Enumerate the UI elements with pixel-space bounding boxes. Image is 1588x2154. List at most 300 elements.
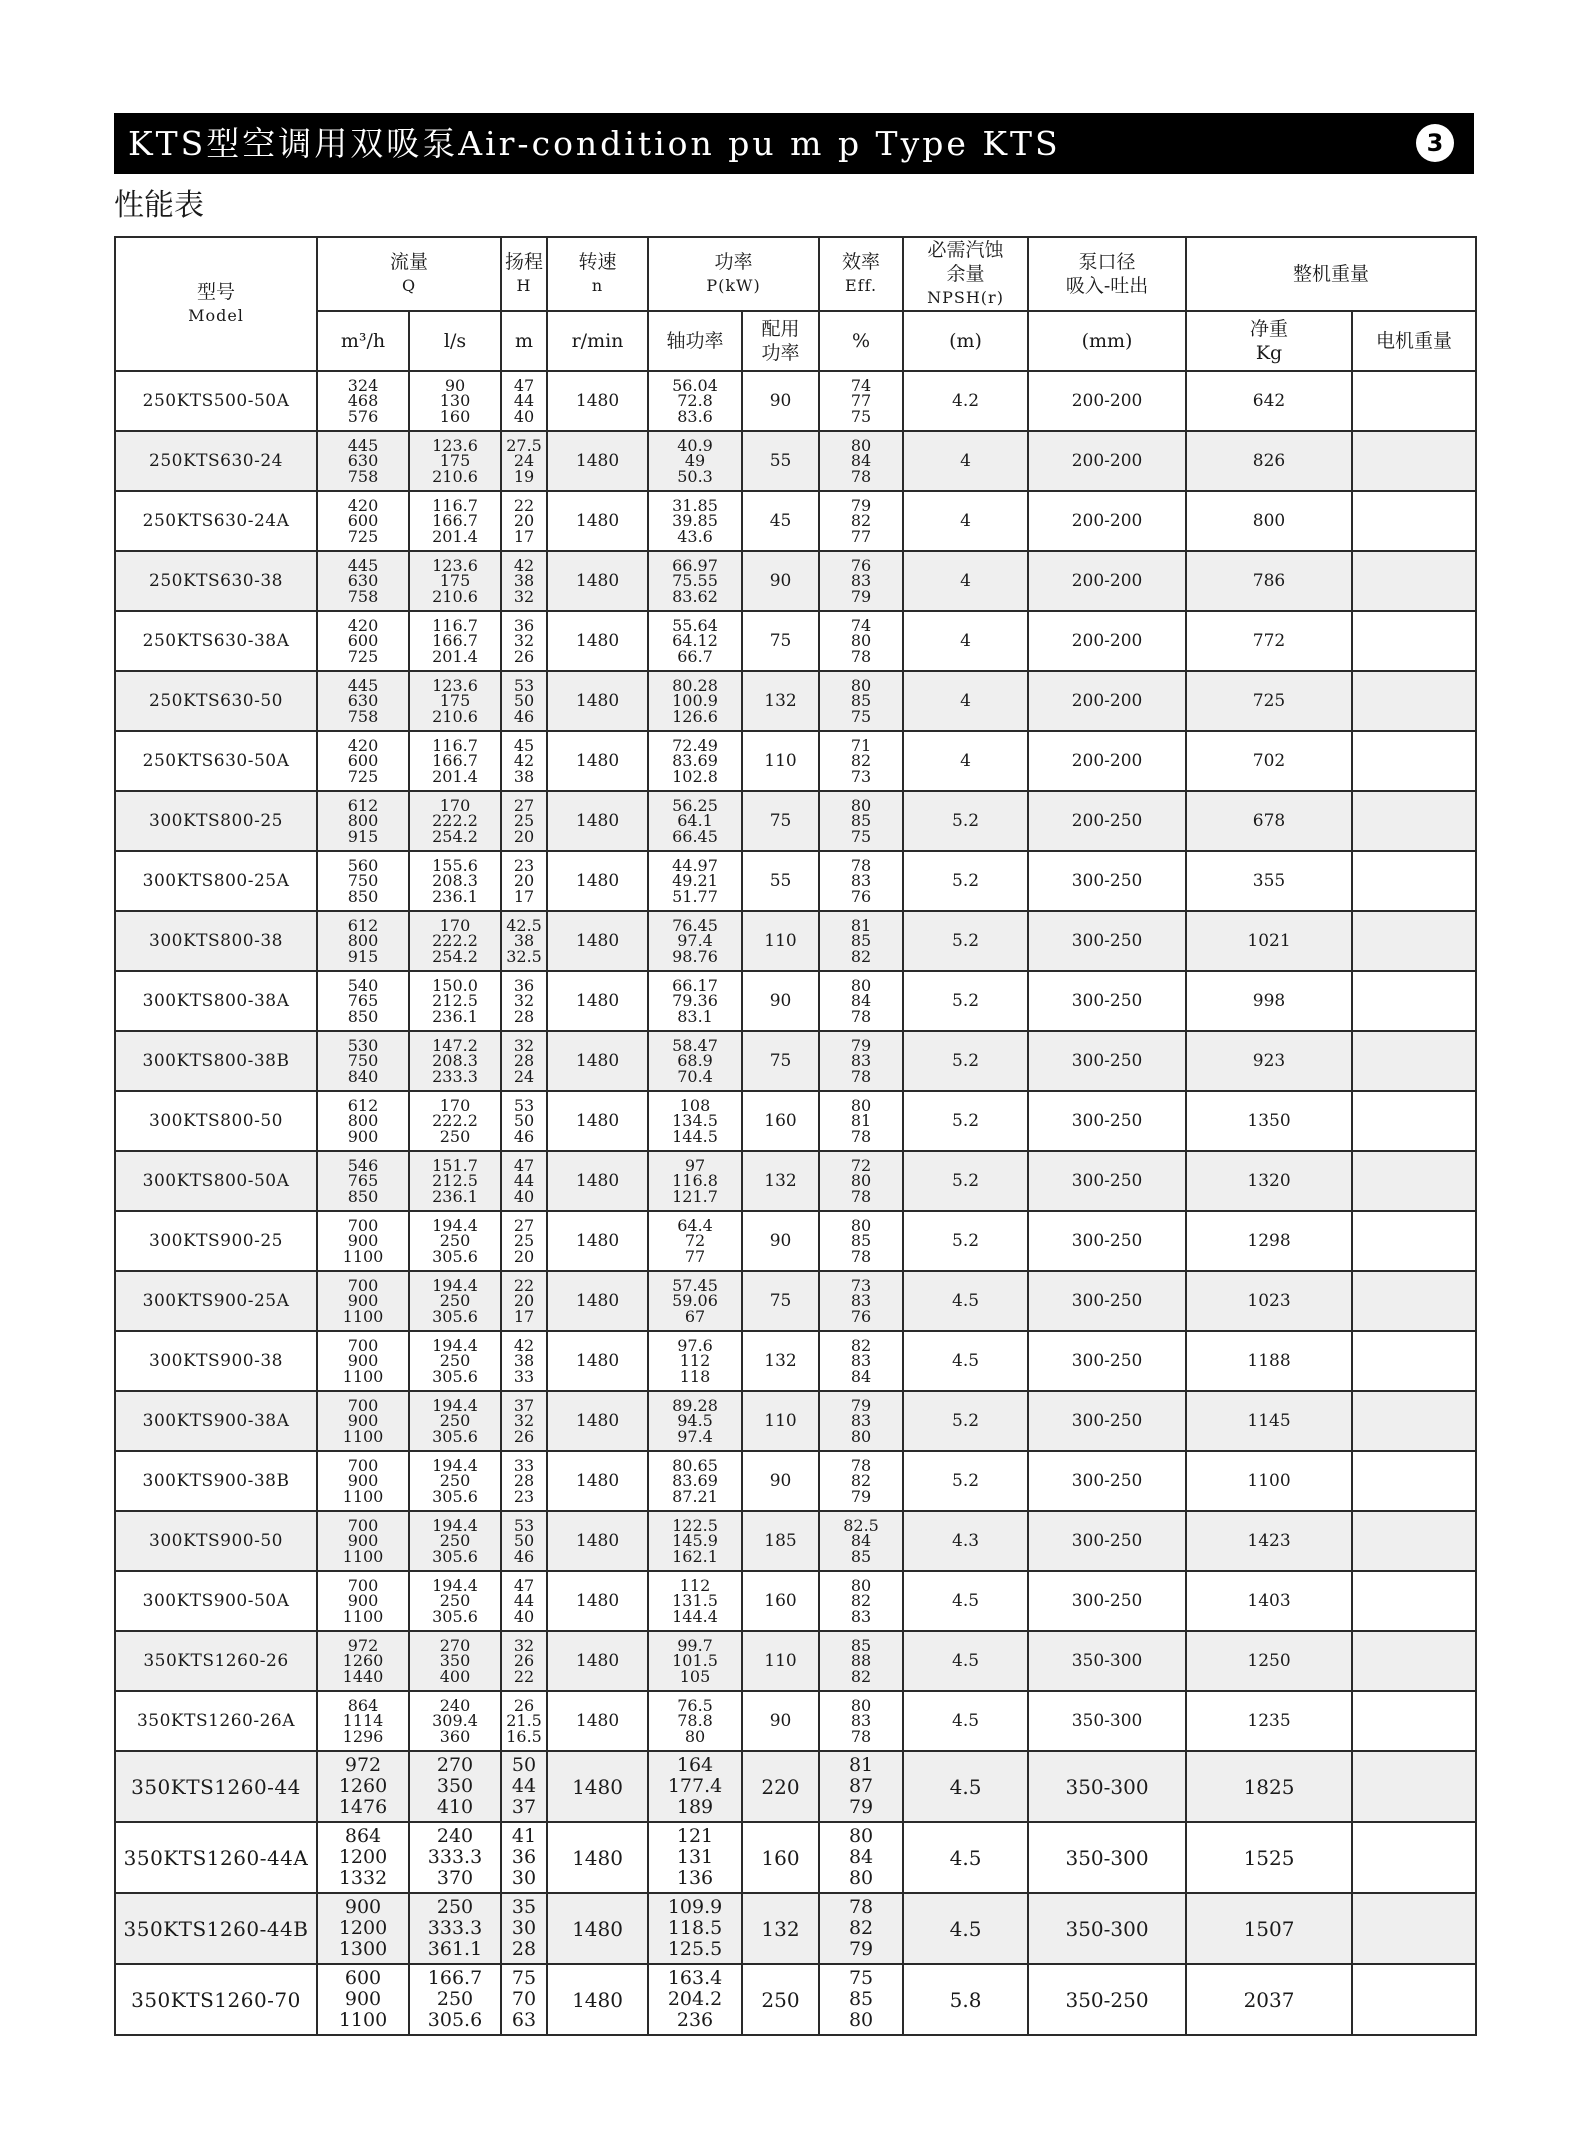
- cell-efficiency-value: 78: [850, 1455, 872, 1475]
- cell-efficiency-values: [820, 1635, 902, 1686]
- cell-net-weight: 1525: [1186, 1822, 1352, 1893]
- cell-flow-ls-value: 222.2: [432, 931, 478, 951]
- cell-flow-ls-value: 166.7: [427, 1967, 483, 1989]
- cell-speed: 1480: [547, 1271, 648, 1331]
- cell-speed: 1480: [547, 791, 648, 851]
- cell-head-values: [502, 1968, 546, 2031]
- cell-shaft-power: [648, 371, 742, 431]
- cell-shaft-power-value: 83.1: [677, 1006, 713, 1026]
- cell-port: 300-250: [1028, 1331, 1186, 1391]
- cell-flow-m3h-value: 445: [347, 555, 379, 575]
- cell-head-value: 36: [513, 615, 535, 635]
- cell-head-value: 27.5: [506, 435, 542, 455]
- cell-flow-ls-value: 305.6: [432, 1366, 478, 1386]
- cell-flow-ls-value: 175: [439, 451, 471, 471]
- cell-flow-m3h-value: 420: [347, 495, 379, 515]
- cell-head-value: 47: [513, 1155, 535, 1175]
- table-row: [115, 1964, 1476, 2035]
- cell-model: 350KTS1260-70: [115, 1964, 317, 2035]
- cell-flow-m3h: [317, 371, 409, 431]
- section-title: 性能表: [114, 188, 204, 223]
- cell-net-weight: 998: [1186, 971, 1352, 1031]
- cell-shaft-power: [648, 1151, 742, 1211]
- cell-net-weight: 923: [1186, 1031, 1352, 1091]
- cell-flow-m3h: [317, 1331, 409, 1391]
- cell-shaft-power-values: [649, 1155, 741, 1206]
- cell-npsh: 4: [903, 551, 1028, 611]
- cell-shaft-power-value: 131: [676, 1846, 714, 1868]
- cell-head-values: [502, 495, 546, 546]
- cell-net-weight: 642: [1186, 371, 1352, 431]
- cell-matched-power: 110: [742, 731, 819, 791]
- cell-port: 300-250: [1028, 851, 1186, 911]
- cell-flow-m3h-value: 530: [347, 1035, 379, 1055]
- cell-shaft-power-value: 204.2: [667, 1988, 723, 2010]
- cell-flow-ls-value: 155.6: [432, 855, 478, 875]
- header-efficiency: [819, 237, 903, 311]
- cell-efficiency-value: 76: [850, 1306, 872, 1326]
- cell-flow-ls-value: 175: [439, 571, 471, 591]
- cell-flow-ls-value: 123.6: [432, 435, 478, 455]
- cell-matched-power: 110: [742, 1391, 819, 1451]
- header-efficiency-symbol: Eff.: [845, 276, 878, 295]
- cell-port: 300-250: [1028, 1031, 1186, 1091]
- cell-efficiency-values: [820, 675, 902, 726]
- cell-matched-power: 160: [742, 1822, 819, 1893]
- cell-shaft-power-value: 125.5: [667, 1938, 723, 1960]
- cell-speed: 1480: [547, 1091, 648, 1151]
- cell-flow-m3h-values: [318, 1035, 408, 1086]
- cell-flow-m3h-value: 800: [347, 811, 379, 831]
- cell-flow-m3h-value: 800: [347, 1111, 379, 1131]
- cell-flow-ls-value: 222.2: [432, 1111, 478, 1131]
- cell-flow-m3h-value: 725: [347, 766, 379, 786]
- cell-flow-ls: [409, 1451, 501, 1511]
- cell-head-value: 38: [513, 1351, 535, 1371]
- cell-efficiency-value: 79: [848, 1796, 874, 1818]
- cell-flow-ls-value: 305.6: [432, 1606, 478, 1626]
- cell-shaft-power-value: 66.97: [672, 555, 718, 575]
- cell-head-value: 47: [513, 375, 535, 395]
- cell-flow-ls-value: 151.7: [432, 1155, 478, 1175]
- cell-efficiency: [819, 1631, 903, 1691]
- cell-net-weight: 1100: [1186, 1451, 1352, 1511]
- cell-npsh: 4.5: [903, 1691, 1028, 1751]
- cell-matched-power: 132: [742, 671, 819, 731]
- cell-flow-ls-values: [410, 1275, 500, 1326]
- table-row: [115, 1571, 1476, 1631]
- cell-shaft-power-values: [649, 1275, 741, 1326]
- cell-motor-weight: [1352, 1571, 1476, 1631]
- cell-model: 250KTS630-24A: [115, 491, 317, 551]
- cell-model: 300KTS800-25A: [115, 851, 317, 911]
- cell-speed: 1480: [547, 611, 648, 671]
- page-title: KTS型空调用双吸泵Air-condition pu m p Type KTS: [128, 124, 1061, 163]
- cell-matched-power: 55: [742, 431, 819, 491]
- cell-matched-power: 90: [742, 1211, 819, 1271]
- cell-flow-ls-value: 254.2: [432, 946, 478, 966]
- cell-efficiency-value: 85: [850, 1635, 872, 1655]
- cell-speed: 1480: [547, 1822, 648, 1893]
- cell-head: [501, 1751, 547, 1822]
- cell-head: [501, 611, 547, 671]
- cell-head-value: 37: [513, 1395, 535, 1415]
- title-banner: [114, 113, 1474, 174]
- cell-head-value: 22: [513, 1275, 535, 1295]
- cell-flow-m3h-value: 765: [347, 991, 379, 1011]
- cell-flow-ls-value: 222.2: [432, 811, 478, 831]
- cell-flow-ls: [409, 791, 501, 851]
- cell-head-value: 42: [513, 555, 535, 575]
- cell-motor-weight: [1352, 1964, 1476, 2035]
- cell-shaft-power-value: 108: [679, 1095, 711, 1115]
- cell-shaft-power-value: 112: [679, 1351, 711, 1371]
- cell-efficiency: [819, 1822, 903, 1893]
- cell-net-weight: 1145: [1186, 1391, 1352, 1451]
- cell-flow-ls-value: 116.7: [432, 615, 478, 635]
- cell-flow-m3h-values: [318, 1755, 408, 1818]
- cell-flow-ls: [409, 1691, 501, 1751]
- cell-model: 300KTS900-38: [115, 1331, 317, 1391]
- cell-shaft-power: [648, 971, 742, 1031]
- cell-model: 250KTS630-50: [115, 671, 317, 731]
- cell-shaft-power-value: 51.77: [672, 886, 718, 906]
- cell-efficiency-value: 79: [850, 1486, 872, 1506]
- cell-efficiency-value: 79: [850, 1035, 872, 1055]
- cell-shaft-power: [648, 1451, 742, 1511]
- cell-flow-ls-value: 240: [436, 1825, 474, 1847]
- cell-efficiency: [819, 1893, 903, 1964]
- cell-head: [501, 851, 547, 911]
- cell-npsh: 4.5: [903, 1331, 1028, 1391]
- cell-head: [501, 1391, 547, 1451]
- cell-efficiency-value: 82: [850, 1666, 872, 1686]
- cell-shaft-power-value: 66.17: [672, 975, 718, 995]
- cell-head-values: [502, 1515, 546, 1566]
- cell-motor-weight: [1352, 491, 1476, 551]
- cell-flow-ls-value: 305.6: [432, 1486, 478, 1506]
- header-efficiency-cn: 效率: [842, 251, 881, 273]
- table-row: [115, 551, 1476, 611]
- cell-efficiency-values: [820, 1455, 902, 1506]
- cell-shaft-power-value: 94.5: [677, 1411, 713, 1431]
- cell-shaft-power-values: [649, 1095, 741, 1146]
- cell-head: [501, 491, 547, 551]
- cell-flow-ls: [409, 1391, 501, 1451]
- cell-port: 300-250: [1028, 1511, 1186, 1571]
- cell-flow-m3h: [317, 1822, 409, 1893]
- cell-head: [501, 551, 547, 611]
- cell-head-value: 23: [513, 1486, 535, 1506]
- cell-motor-weight: [1352, 1031, 1476, 1091]
- cell-efficiency-value: 82: [850, 1591, 872, 1611]
- cell-shaft-power-value: 80.65: [672, 1455, 718, 1475]
- cell-motor-weight: [1352, 431, 1476, 491]
- cell-flow-m3h-value: 445: [347, 435, 379, 455]
- cell-flow-m3h-values: [318, 1095, 408, 1146]
- header-speed-cn: 转速: [578, 251, 617, 273]
- cell-head-value: 33: [513, 1366, 535, 1386]
- cell-model: 300KTS900-25A: [115, 1271, 317, 1331]
- cell-head-value: 47: [513, 1575, 535, 1595]
- cell-npsh: 5.2: [903, 971, 1028, 1031]
- cell-shaft-power-value: 57.45: [672, 1275, 718, 1295]
- cell-flow-ls-value: 361.1: [427, 1938, 483, 1960]
- cell-flow-ls-values: [410, 735, 500, 786]
- cell-npsh: 4.5: [903, 1631, 1028, 1691]
- cell-flow-ls-values: [410, 555, 500, 606]
- cell-flow-m3h-values: [318, 855, 408, 906]
- cell-shaft-power: [648, 1271, 742, 1331]
- cell-net-weight: 1250: [1186, 1631, 1352, 1691]
- cell-shaft-power-values: [649, 375, 741, 426]
- cell-head-value: 26: [513, 1695, 535, 1715]
- cell-shaft-power: [648, 611, 742, 671]
- cell-head: [501, 971, 547, 1031]
- cell-flow-m3h: [317, 1211, 409, 1271]
- cell-flow-ls-value: 236.1: [432, 1006, 478, 1026]
- cell-flow-m3h-values: [318, 1275, 408, 1326]
- cell-shaft-power-value: 177.4: [667, 1775, 723, 1797]
- cell-shaft-power-values: [649, 1755, 741, 1818]
- cell-flow-m3h-value: 468: [347, 391, 379, 411]
- cell-shaft-power-value: 44.97: [672, 855, 718, 875]
- cell-shaft-power-value: 76.45: [672, 915, 718, 935]
- cell-net-weight: 2037: [1186, 1964, 1352, 2035]
- cell-flow-m3h-values: [318, 975, 408, 1026]
- cell-head-value: 42: [513, 751, 535, 771]
- cell-shaft-power-value: 118.5: [667, 1917, 723, 1939]
- cell-flow-ls-value: 212.5: [432, 991, 478, 1011]
- cell-efficiency-value: 83: [850, 1291, 872, 1311]
- cell-model: 300KTS900-38B: [115, 1451, 317, 1511]
- cell-matched-power: 250: [742, 1964, 819, 2035]
- cell-flow-m3h-values: [318, 795, 408, 846]
- performance-table: [114, 236, 1477, 2036]
- cell-head-value: 19: [513, 466, 535, 486]
- cell-npsh: 4: [903, 671, 1028, 731]
- cell-head-values: [502, 975, 546, 1026]
- cell-speed: 1480: [547, 1631, 648, 1691]
- cell-head: [501, 1031, 547, 1091]
- cell-flow-ls: [409, 1822, 501, 1893]
- cell-motor-weight: [1352, 731, 1476, 791]
- cell-port: 300-250: [1028, 1211, 1186, 1271]
- table-row: [115, 1822, 1476, 1893]
- cell-speed: 1480: [547, 671, 648, 731]
- cell-npsh: 4: [903, 491, 1028, 551]
- cell-motor-weight: [1352, 1151, 1476, 1211]
- cell-flow-ls-value: 194.4: [432, 1515, 478, 1535]
- cell-flow-ls-value: 360: [439, 1726, 471, 1746]
- table-row: [115, 851, 1476, 911]
- cell-shaft-power-value: 72.49: [672, 735, 718, 755]
- cell-efficiency: [819, 551, 903, 611]
- cell-flow-m3h-values: [318, 1695, 408, 1746]
- cell-flow-ls-value: 270: [439, 1635, 471, 1655]
- cell-shaft-power-value: 189: [676, 1796, 714, 1818]
- cell-port: 200-200: [1028, 611, 1186, 671]
- cell-efficiency-value: 80: [850, 1095, 872, 1115]
- table-row: [115, 1031, 1476, 1091]
- cell-flow-ls-value: 194.4: [432, 1335, 478, 1355]
- cell-head-value: 75: [511, 1967, 537, 1989]
- cell-shaft-power-value: 80.28: [672, 675, 718, 695]
- cell-matched-power: 90: [742, 371, 819, 431]
- cell-model: 250KTS630-38: [115, 551, 317, 611]
- cell-motor-weight: [1352, 1331, 1476, 1391]
- cell-flow-ls-value: 130: [439, 391, 471, 411]
- cell-flow-m3h: [317, 731, 409, 791]
- cell-motor-weight: [1352, 551, 1476, 611]
- cell-flow-m3h-value: 915: [347, 826, 379, 846]
- cell-flow-ls-values: [410, 1335, 500, 1386]
- cell-flow-ls-value: 194.4: [432, 1215, 478, 1235]
- cell-port: 300-250: [1028, 1091, 1186, 1151]
- cell-head-value: 40: [513, 406, 535, 426]
- cell-flow-m3h-value: 600: [344, 1967, 382, 1989]
- cell-npsh: 4.5: [903, 1271, 1028, 1331]
- cell-net-weight: 1235: [1186, 1691, 1352, 1751]
- cell-port: 350-300: [1028, 1631, 1186, 1691]
- cell-efficiency-value: 77: [850, 391, 872, 411]
- cell-matched-power: 45: [742, 491, 819, 551]
- table-row: [115, 971, 1476, 1031]
- cell-efficiency-values: [820, 555, 902, 606]
- cell-head: [501, 1151, 547, 1211]
- cell-motor-weight: [1352, 971, 1476, 1031]
- cell-shaft-power-value: 118: [679, 1366, 711, 1386]
- cell-head-value: 25: [513, 1231, 535, 1251]
- cell-shaft-power: [648, 1511, 742, 1571]
- cell-shaft-power-value: 43.6: [677, 526, 713, 546]
- cell-head-value: 27: [513, 795, 535, 815]
- cell-port: 350-300: [1028, 1691, 1186, 1751]
- cell-shaft-power: [648, 911, 742, 971]
- cell-efficiency-values: [820, 1575, 902, 1626]
- cell-npsh: 4.5: [903, 1571, 1028, 1631]
- cell-flow-ls-value: 250: [439, 1231, 471, 1251]
- cell-flow-ls-value: 233.3: [432, 1066, 478, 1086]
- cell-shaft-power-values: [649, 1635, 741, 1686]
- cell-efficiency: [819, 791, 903, 851]
- cell-shaft-power-value: 66.7: [677, 646, 713, 666]
- cell-head-value: 26: [513, 1651, 535, 1671]
- cell-efficiency-value: 85: [850, 811, 872, 831]
- cell-shaft-power-values: [649, 1395, 741, 1446]
- cell-flow-m3h-values: [318, 735, 408, 786]
- cell-shaft-power-value: 97: [684, 1155, 706, 1175]
- cell-npsh: 4: [903, 731, 1028, 791]
- cell-efficiency-value: 78: [850, 1006, 872, 1026]
- header-flow-cn: 流量: [390, 251, 429, 273]
- cell-efficiency-value: 76: [850, 555, 872, 575]
- cell-motor-weight: [1352, 1211, 1476, 1271]
- cell-efficiency-values: [820, 1395, 902, 1446]
- cell-npsh: 5.2: [903, 1451, 1028, 1511]
- header-power: [648, 237, 819, 311]
- cell-npsh: 5.2: [903, 1391, 1028, 1451]
- cell-shaft-power-values: [649, 1826, 741, 1889]
- header-row-top: [115, 237, 1476, 311]
- cell-efficiency: [819, 971, 903, 1031]
- cell-shaft-power-value: 98.76: [672, 946, 718, 966]
- cell-npsh: 5.2: [903, 1151, 1028, 1211]
- cell-flow-ls-value: 166.7: [432, 751, 478, 771]
- cell-flow-ls-value: 150.0: [432, 975, 478, 995]
- cell-efficiency-value: 78: [850, 646, 872, 666]
- table-row: [115, 731, 1476, 791]
- cell-flow-ls-values: [410, 915, 500, 966]
- unit-net-weight: [1186, 311, 1352, 371]
- cell-flow-m3h: [317, 611, 409, 671]
- table-row: [115, 371, 1476, 431]
- cell-head-value: 38: [513, 571, 535, 591]
- cell-flow-ls: [409, 1751, 501, 1822]
- cell-shaft-power-value: 83.6: [677, 406, 713, 426]
- cell-flow-m3h-values: [318, 915, 408, 966]
- cell-shaft-power-values: [649, 1897, 741, 1960]
- cell-flow-ls: [409, 1631, 501, 1691]
- cell-efficiency-value: 76: [850, 886, 872, 906]
- cell-efficiency-values: [820, 1095, 902, 1146]
- cell-efficiency-value: 80: [850, 1695, 872, 1715]
- header-speed: [547, 237, 648, 311]
- cell-flow-ls-values: [410, 1695, 500, 1746]
- cell-model: 300KTS900-50: [115, 1511, 317, 1571]
- cell-shaft-power-values: [649, 915, 741, 966]
- cell-efficiency: [819, 1571, 903, 1631]
- cell-head-values: [502, 915, 546, 966]
- cell-flow-m3h-value: 1300: [338, 1938, 388, 1960]
- cell-head-value: 26: [513, 646, 535, 666]
- cell-efficiency-value: 78: [850, 855, 872, 875]
- cell-motor-weight: [1352, 611, 1476, 671]
- cell-flow-ls-values: [410, 1826, 500, 1889]
- table-row: [115, 791, 1476, 851]
- cell-shaft-power-value: 83.69: [672, 751, 718, 771]
- cell-speed: 1480: [547, 1893, 648, 1964]
- cell-flow-m3h-value: 700: [347, 1515, 379, 1535]
- cell-shaft-power: [648, 1822, 742, 1893]
- header-flow-symbol: Q: [401, 276, 417, 295]
- cell-flow-ls: [409, 1893, 501, 1964]
- cell-flow-ls-value: 250: [439, 1591, 471, 1611]
- cell-shaft-power: [648, 491, 742, 551]
- cell-shaft-power-values: [649, 1968, 741, 2031]
- cell-port: 300-250: [1028, 1571, 1186, 1631]
- cell-efficiency-value: 80: [850, 975, 872, 995]
- cell-matched-power: 90: [742, 971, 819, 1031]
- cell-efficiency-values: [820, 1335, 902, 1386]
- cell-efficiency-value: 83: [850, 1606, 872, 1626]
- cell-efficiency-value: 75: [850, 406, 872, 426]
- cell-efficiency-value: 84: [850, 1366, 872, 1386]
- cell-matched-power: 75: [742, 1271, 819, 1331]
- cell-net-weight: 826: [1186, 431, 1352, 491]
- cell-head-value: 44: [511, 1775, 537, 1797]
- cell-shaft-power-value: 126.6: [672, 706, 718, 726]
- cell-shaft-power-values: [649, 615, 741, 666]
- cell-flow-ls: [409, 1571, 501, 1631]
- cell-flow-ls-value: 160: [439, 406, 471, 426]
- cell-flow-m3h-values: [318, 1968, 408, 2031]
- cell-flow-ls: [409, 671, 501, 731]
- cell-model: 350KTS1260-44A: [115, 1822, 317, 1893]
- cell-model: 300KTS900-38A: [115, 1391, 317, 1451]
- cell-motor-weight: [1352, 1451, 1476, 1511]
- cell-head-value: 20: [513, 871, 535, 891]
